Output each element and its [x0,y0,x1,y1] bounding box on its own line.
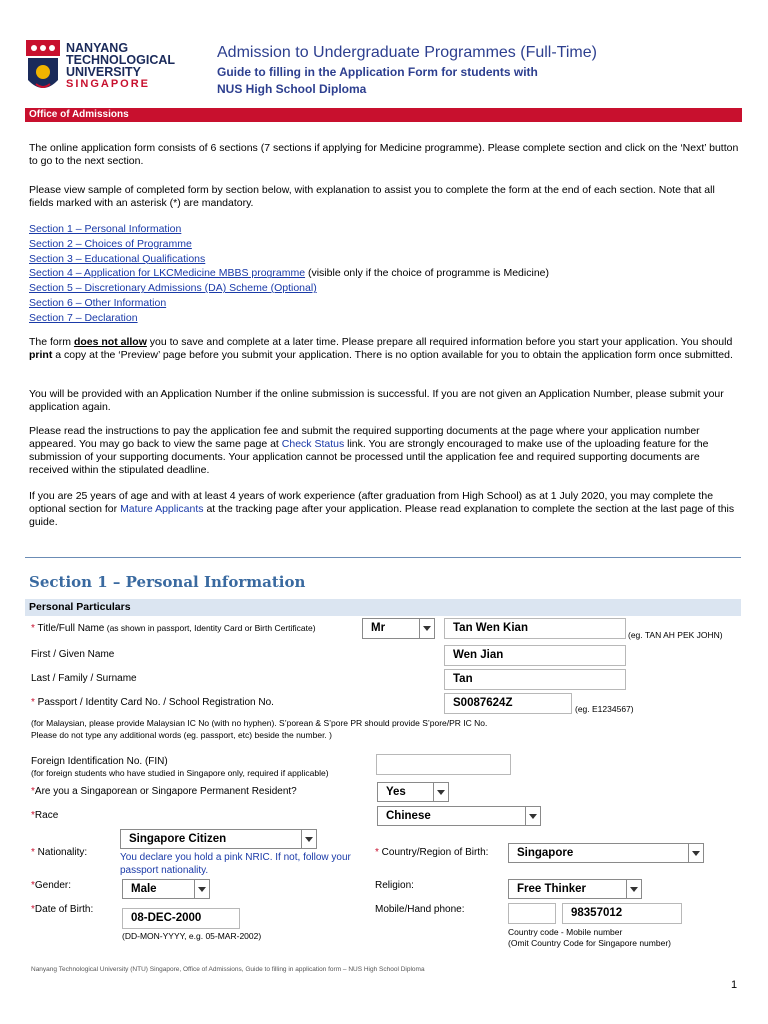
personal-particulars-header: Personal Particulars [25,599,741,616]
label-text: Gender: [34,880,72,891]
logo-line2: TECHNOLOGICAL [66,53,176,67]
section-link-row [29,222,741,237]
mobile-country-code-input[interactable] [508,903,556,924]
save-paragraph [29,336,741,362]
country-label [375,847,488,858]
logo-line4: SINGAPORE [66,78,151,90]
nationality-note: You declare you hold a pink NRIC. If not, follow your passport nationality. [120,852,351,876]
required-marker: * [31,904,35,915]
section-3-link[interactable]: Section 3 – Educational Qualifications [29,252,206,265]
text: If you are 25 years of age and with at least 4 years of work experience (after graduation from High School) as at 1 July 2020, you may complete the optional section for [29,490,714,515]
logo-line1: NANYANG [66,41,129,55]
intro-paragraph-1: The online application form consists of 6 sections (7 sections if applying for Medicine programme). Please complete section and click on the ‘Next’ button to go to the next section. [29,142,739,167]
mobile-number-input[interactable]: 98357012 [562,903,682,924]
label-text: Are you a Singaporean or Singapore Permanent Resident? [34,786,297,797]
required-marker: * [31,810,35,821]
country-select[interactable] [508,843,704,863]
label-note: (as shown in passport, Identity Card or Birth Certificate) [104,623,316,633]
nationality-label [31,847,87,858]
required-marker: * [31,697,35,708]
footer-text: Nanyang Technological University (NTU) Singapore, Office of Admissions, Guide to filling in application form – NUS High School Diploma [31,966,425,973]
required-marker: * [31,847,35,858]
select-value: Yes [386,786,406,798]
dob-label [31,904,93,915]
last-name-label: Last / Family / Surname [31,673,137,684]
label-text: Country/Region of Birth: [378,847,489,858]
mature-applicants-link[interactable]: Mature Applicants [120,503,204,515]
application-number-paragraph: You will be provided with an Application Number if the online submission is successful. If you are not given an Application Number, please submit your application again. [29,388,724,413]
select-value: Singapore Citizen [129,833,227,845]
emphasis: print [29,349,53,361]
nationality-select[interactable] [120,829,317,849]
label-text: Nationality: [34,847,88,858]
required-marker: * [31,623,35,634]
mature-paragraph [29,490,741,529]
section-link-row [29,266,741,281]
mobile-label: Mobile/Hand phone: [375,904,465,915]
section-link-row [29,281,741,296]
gender-select[interactable] [122,879,210,899]
section-7-link[interactable]: Section 7 – Declaration [29,311,138,324]
select-value: Singapore [517,847,574,859]
chevron-down-icon [419,619,434,638]
text: Please read the instructions to pay the application fee and submit the required supporting documents at the page where your application number appeared. You may go back to view the same page at [29,425,700,450]
text: you to save and complete at a later time. Please prepare all required information before you start your application. You should [146,336,733,348]
text: link. You are strongly encouraged to make use of the uploading feature for the submission of your supporting documents. Your application cannot be processed until the application fee and required supporting documents are received within the stipulated deadline. [29,438,709,476]
section-1-link[interactable]: Section 1 – Personal Information [29,223,182,235]
race-label [31,810,58,821]
text: a copy at the ‘Preview’ page before you submit your application. There is no option available for you to obtain the application form once submitted. [52,349,733,361]
last-name-input[interactable]: Tan [444,669,626,690]
section-1-heading: Section 1 – Personal Information [29,573,306,591]
fin-note: (for foreign students who have studied in Singapore only, required if applicable) [31,768,329,778]
gender-label [31,880,71,891]
required-marker: * [31,880,35,891]
religion-select[interactable] [508,879,642,899]
label-text: Passport / Identity Card No. / School Registration No. [34,697,274,708]
passport-label [31,697,274,708]
passport-note-2: Please do not type any additional words (eg. passport, etc) beside the number. ) [31,730,332,740]
text: at the tracking page after your application. Please read explanation to complete the section at the last page of this guide. [29,503,735,528]
divider [25,557,741,558]
title-select[interactable] [362,618,435,639]
chevron-down-icon [301,830,316,848]
passport-input[interactable]: S0087624Z [444,693,572,714]
section-4-link[interactable]: Section 4 – Application for LKCMedicine MBBS programme [29,267,306,280]
mobile-note-2: (Omit Country Code for Singapore number) [508,938,671,948]
section-links [29,222,741,326]
section-6-link[interactable]: Section 6 – Other Information [29,296,167,309]
label-text: Title/Full Name [34,623,105,634]
chevron-down-icon [433,783,448,801]
page-title: Admission to Undergraduate Programmes (Full-Time) [217,44,597,61]
section-2-link[interactable]: Section 2 – Choices of Programme [29,237,192,250]
spr-select[interactable] [377,782,449,802]
dob-format-hint: (DD-MON-YYYY, e.g. 05-MAR-2002) [122,931,262,941]
first-name-label: First / Given Name [31,649,115,660]
spr-label [31,786,297,797]
section-link-row [29,296,741,311]
page-subtitle-1: Guide to filling in the Application Form for students with [217,65,538,79]
title-fullname-label [31,623,316,634]
page-number: 1 [731,979,738,991]
race-select[interactable] [377,806,541,826]
section-link-row [29,237,741,252]
emphasis: does not allow [73,336,147,348]
passport-example: (eg. E1234567) [575,704,634,714]
chevron-down-icon [626,880,641,898]
logo-line3: UNIVERSITY [66,65,142,79]
fin-label: Foreign Identification No. (FIN) [31,756,168,767]
select-value: Free Thinker [517,883,587,895]
religion-label: Religion: [375,880,414,891]
ntu-logo [26,40,206,100]
select-value: Chinese [386,810,431,822]
office-bar: Office of Admissions [25,108,742,122]
section-link-row [29,252,741,267]
check-status-link[interactable]: Check Status [281,438,345,450]
required-marker: * [375,847,379,858]
chevron-down-icon [525,807,540,825]
passport-note-1: (for Malaysian, please provide Malaysian IC No (with no hyphen). S’porean & S’pore PR should provide S’pore/PR IC No. [31,718,488,728]
chevron-down-icon [194,880,209,898]
ntu-crest-icon [26,40,60,96]
page-subtitle-2: NUS High School Diploma [217,82,367,96]
mobile-note-1: Country code - Mobile number [508,927,623,937]
label-text: Date of Birth: [34,904,94,915]
select-value: Mr [371,622,386,634]
chevron-down-icon [688,844,703,862]
text: The form [29,336,74,348]
first-name-input[interactable]: Wen Jian [444,645,626,666]
fee-paragraph [29,425,741,477]
label-text: Race [34,810,59,821]
fin-input[interactable] [376,754,511,775]
intro-paragraph-2: Please view sample of completed form by section below, with explanation to assist you to complete the form at the end of each section. Note that all fields marked with an asterisk (*) are mandatory. [29,184,715,209]
fullname-example: (eg. TAN AH PEK JOHN) [628,630,723,640]
required-marker: * [31,786,35,797]
section-4-note: (visible only if the choice of programme is Medicine) [305,267,549,280]
dob-input[interactable]: 08-DEC-2000 [122,908,240,929]
fullname-input[interactable]: Tan Wen Kian [444,618,626,639]
select-value: Male [131,883,157,895]
section-5-link[interactable]: Section 5 – Discretionary Admissions (DA) Scheme (Optional) [29,282,317,295]
section-link-row [29,311,741,326]
